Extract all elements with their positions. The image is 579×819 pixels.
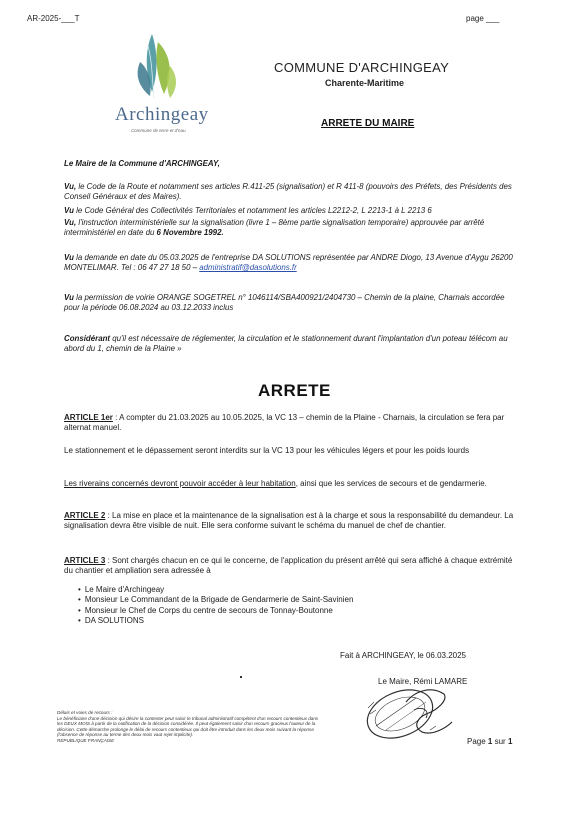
vu-text: la demande en date du 05.03.2025 de l'entreprise DA SOLUTIONS représentée par ANDRE Diogo, 13 Avenue d'Aygu 26200 MONTELIMAR. Tel : 06 47 27 18 50 – [64,253,513,273]
vu-text: la permission de voirie ORANGE SOGETREL n° 1046114/SBA400921/2404730 – Chemin de la plaine, Charnais accordée pour la période 06.08.2024 au 03.12.2033 inclus [64,293,505,313]
page-label: Page [467,737,486,746]
vu-date: 6 Novembre 1992. [156,228,224,238]
recipient-list [78,585,498,627]
page-counter [467,737,512,746]
page-total: 1 [507,737,513,746]
vu-text: le Code de la Route et notamment ses articles R.411-25 (signalisation) et R 411-8 (pouvoirs des Préfets, des Présidents des Conseil Généraux et des Maires). [64,182,512,202]
page-current: 1 [487,737,493,746]
article-3 [64,556,520,576]
article-3-title: ARTICLE 3 [64,556,106,565]
vu-label: Vu, [64,218,77,227]
article-2-text: : La mise en place et la maintenance de la signalisation est à la charge et sous la responsabilité du demandeur. La signalisation devra être visible de nuit. Elle sera conforme suivant le schéma du manuel de chef de chantier. [64,511,514,531]
list-item: • Monsieur Le Commandant de la Brigade de Gendarmerie de Saint-Savinien [78,595,498,605]
article-1 [64,413,520,433]
residents-text: , ainsi que les services de secours et de gendarmerie. [295,479,487,488]
vu-permission [64,293,520,314]
logo-tagline: Commune de terre et d'eau [131,128,186,133]
vu-label: Vu [64,253,74,262]
stamp-signature-icon [356,680,456,744]
logo-wordmark: Archingeay [115,104,209,125]
article-2 [64,511,520,531]
list-item: • DA SOLUTIONS [78,616,498,626]
commune-logo [118,32,198,104]
vu-instruction [64,218,520,239]
appeal-title: Délais et voies de recours : [57,710,113,715]
vu-text: l'instruction interministérielle sur la signalisation (livre 1 – 8ème partie signalisation temporaire) approuvée par arrêté interministériel en date du [64,218,485,238]
article-1-text: : A compter du 21.03.2025 au 10.05.2025, la VC 13 – chemin de la Plaine - Charnais, la circulation se fera par alternat manuel. [64,413,505,433]
considerant [64,334,520,355]
page-of: sur [494,737,506,746]
document-heading: ARRETE DU MAIRE [321,118,415,129]
vu-demande [64,253,520,274]
department-name: Charente-Maritime [325,78,405,88]
vu-cgct [64,206,520,216]
page-placeholder: page ___ [466,14,500,23]
vu-code-route [64,182,520,203]
considerant-label: Considérant [64,334,111,343]
vu-label: Vu [64,293,74,302]
list-item: • Le Maire d'Archingeay [78,585,498,595]
commune-name: COMMUNE D'ARCHINGEAY [274,60,450,75]
vu-text: le Code Général des Collectivités Territoriales et notamment les articles L2212-2, L 2213-1 à L 2213 6 [73,206,432,215]
article-1-parking: Le stationnement et le dépassement seront interdits sur la VC 13 pour les véhicules légers et pour les poids lourds [64,446,470,455]
vu-label: Vu, [64,182,77,191]
appeal-text: Le bénéficiaire d'une décision qui désire la contester peut saisir le tribunal administratif compétent d'un recours contentieux dans les DEUX MOIS à partir de la notification de la décision considérée. Il peut également saisir d'un recours gracieux l'auteur de la décision. Cette démarche prolonge le délai de recours contentieux qui doit être introduit dans les deux mois suivant la réponse (l'absence de réponse au terme des deux mois vaut rejet implicite). [57,715,319,738]
article-1-title: ARTICLE 1er [64,413,113,422]
appeal-notice [57,710,325,744]
official-stamp [356,680,456,744]
dot-mark [240,676,242,678]
email-link[interactable]: administratif@dasolutions.fr [199,263,297,273]
article-2-title: ARTICLE 2 [64,511,106,520]
residents-underlined: Les riverains concernés devront pouvoir accéder à leur habitation [64,479,296,488]
vu-label: Vu [64,206,74,215]
republic-label: REPUBLIQUE FRANÇAISE [57,737,115,743]
article-3-text: : Sont chargés chacun en ce qui le concerne, de l'application du présent arrêté qui sera affiché à chaque extrémité du chantier et ampliation sera adressée à [64,556,513,576]
reference-number: AR-2025-___T [27,14,80,23]
place-date: Fait à ARCHINGEAY, le 06.03.2025 [340,651,466,660]
leaf-logo-icon [118,32,198,104]
considerant-text: qu'il est nécessaire de réglementer, la circulation et le stationnement durant l'implantation d'un poteau télécom au abord du 1, chemin de la Plaine » [64,334,508,354]
decision-title: ARRETE [258,381,331,400]
list-item: • Monsieur le Chef de Corps du centre de secours de Tonnay-Boutonne [78,606,498,616]
signer-name: Le Maire, Rémi LAMARE [378,677,468,686]
article-1-residents [64,479,520,489]
mayor-line: Le Maire de la Commune d'ARCHINGEAY, [64,159,220,168]
